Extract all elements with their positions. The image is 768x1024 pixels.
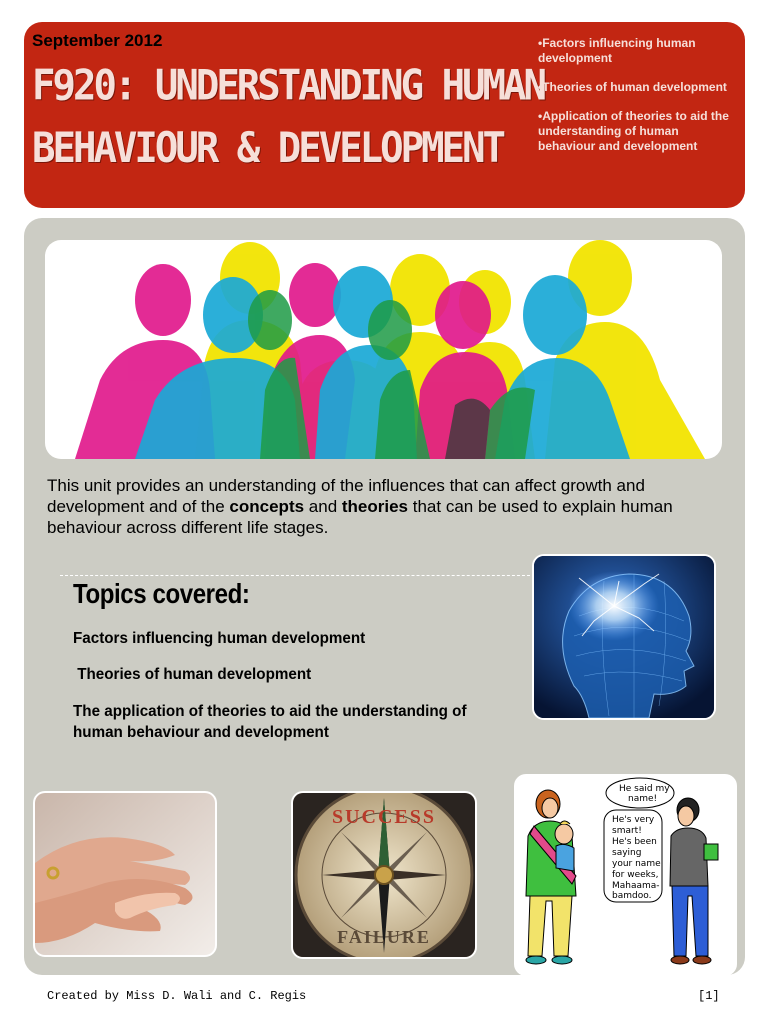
hands-illustration (35, 793, 215, 955)
issue-date: September 2012 (32, 31, 163, 50)
header-bullet: •Application of theories to aid the understanding of human behaviour and development (538, 109, 729, 153)
brain-head-illustration (534, 556, 714, 718)
intro-concepts: concepts (229, 497, 305, 516)
hands-photo (33, 791, 217, 957)
header-bullet: •Theories of human development (538, 80, 727, 94)
topic-item: The application of theories to aid the understanding of human behaviour and development (73, 703, 467, 741)
title-line-2: BEHAVIOUR & DEVELOPMENT (32, 124, 504, 173)
intro-text-2: that can be used to explain human behaviour across different life stages. (47, 497, 673, 537)
silhouettes-image (45, 240, 722, 459)
compass-success-label: SUCCESS (331, 806, 437, 828)
speech-bubble-2: He's very smart! He's been saying your name for weeks, Mahaama- bamdoo. (612, 815, 661, 901)
people-silhouettes-illustration (45, 240, 722, 459)
title-line-1: F920: UNDERSTANDING HUMAN (32, 61, 544, 111)
compass-illustration (293, 793, 475, 957)
page-number: [1] (698, 989, 720, 1003)
header-bullets (538, 36, 738, 168)
speech-bubble-1: He said my name! (619, 784, 670, 804)
header-banner (24, 22, 745, 208)
divider (60, 575, 535, 576)
compass-failure-label: FAILURE (337, 927, 431, 947)
intro-text-1: This unit provides an understanding of the influences that can affect growth and development and of the (47, 476, 645, 516)
topic-item: Factors influencing human development (73, 630, 366, 647)
intro-theories: theories (341, 497, 409, 516)
compass-photo (291, 791, 477, 959)
header-bullet: •Factors influencing human development (538, 36, 696, 65)
cartoon-image (514, 774, 737, 976)
brain-head-image (532, 554, 716, 720)
parents-cartoon-illustration (516, 776, 735, 974)
page-title (32, 55, 547, 180)
footer-credit: Created by Miss D. Wali and C. Regis (47, 989, 307, 1003)
intro-paragraph (47, 475, 727, 538)
topics-heading: Topics covered: (73, 578, 250, 609)
intro-and: and (304, 497, 342, 516)
topic-item: Theories of human development (73, 666, 312, 683)
